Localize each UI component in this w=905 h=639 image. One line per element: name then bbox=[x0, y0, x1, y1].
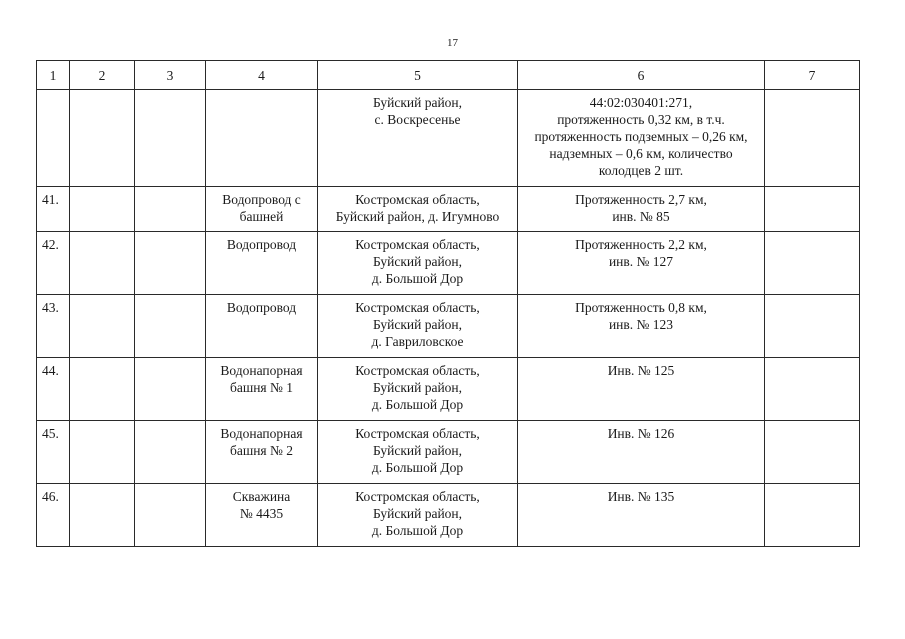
cell-address: Костромская область, Буйский район, д. Гавриловское bbox=[318, 295, 518, 358]
page-number: 17 bbox=[447, 37, 458, 49]
cell-address: Костромская область, Буйский район, д. Большой Дор bbox=[318, 358, 518, 421]
header-row bbox=[37, 61, 860, 90]
cell-address: Буйский район, с. Воскресенье bbox=[318, 90, 518, 187]
cell-object-name: Водопровод bbox=[206, 295, 318, 358]
cell-col7 bbox=[765, 232, 860, 295]
column-header-1: 1 bbox=[37, 61, 70, 90]
column-header-2: 2 bbox=[70, 61, 135, 90]
cell-col3 bbox=[135, 232, 206, 295]
table-row-continuation bbox=[37, 90, 860, 187]
cell-characteristics: Инв. № 125 bbox=[518, 358, 765, 421]
table-row-41 bbox=[37, 187, 860, 232]
cell-col2 bbox=[70, 187, 135, 232]
cell-col7 bbox=[765, 90, 860, 187]
cell-number: 46. bbox=[37, 484, 70, 547]
column-header-4: 4 bbox=[206, 61, 318, 90]
cell-col2 bbox=[70, 421, 135, 484]
cell-col3 bbox=[135, 484, 206, 547]
cell-characteristics: Протяженность 2,7 км, инв. № 85 bbox=[518, 187, 765, 232]
cell-col3 bbox=[135, 295, 206, 358]
cell-number bbox=[37, 90, 70, 187]
cell-address: Костромская область, Буйский район, д. Большой Дор bbox=[318, 421, 518, 484]
cell-col3 bbox=[135, 421, 206, 484]
cell-col2 bbox=[70, 484, 135, 547]
cell-characteristics: Протяженность 2,2 км, инв. № 127 bbox=[518, 232, 765, 295]
column-header-6: 6 bbox=[518, 61, 765, 90]
table-row-44 bbox=[37, 358, 860, 421]
cell-col3 bbox=[135, 187, 206, 232]
cell-characteristics: Протяженность 0,8 км, инв. № 123 bbox=[518, 295, 765, 358]
table-row-46 bbox=[37, 484, 860, 547]
cell-col7 bbox=[765, 421, 860, 484]
table-row-45 bbox=[37, 421, 860, 484]
column-header-3: 3 bbox=[135, 61, 206, 90]
cell-col2 bbox=[70, 232, 135, 295]
cell-characteristics: 44:02:030401:271, протяженность 0,32 км, в т.ч. протяженность подземных – 0,26 км, надземных – 0,6 км, количество колодцев 2 шт. bbox=[518, 90, 765, 187]
cell-object-name bbox=[206, 90, 318, 187]
table-row-42 bbox=[37, 232, 860, 295]
cell-col3 bbox=[135, 90, 206, 187]
cell-number: 44. bbox=[37, 358, 70, 421]
cell-characteristics: Инв. № 126 bbox=[518, 421, 765, 484]
cell-object-name: Водопровод bbox=[206, 232, 318, 295]
cell-number: 42. bbox=[37, 232, 70, 295]
cell-col7 bbox=[765, 358, 860, 421]
cell-col3 bbox=[135, 358, 206, 421]
cell-address: Костромская область, Буйский район, д. Большой Дор bbox=[318, 484, 518, 547]
cell-col2 bbox=[70, 90, 135, 187]
column-header-7: 7 bbox=[765, 61, 860, 90]
cell-col7 bbox=[765, 295, 860, 358]
property-table bbox=[36, 60, 860, 547]
cell-number: 43. bbox=[37, 295, 70, 358]
cell-object-name: Водонапорная башня № 2 bbox=[206, 421, 318, 484]
cell-address: Костромская область, Буйский район, д. Игумново bbox=[318, 187, 518, 232]
cell-object-name: Водонапорная башня № 1 bbox=[206, 358, 318, 421]
cell-object-name: Скважина № 4435 bbox=[206, 484, 318, 547]
cell-object-name: Водопровод с башней bbox=[206, 187, 318, 232]
table-row-43 bbox=[37, 295, 860, 358]
cell-number: 41. bbox=[37, 187, 70, 232]
cell-col7 bbox=[765, 187, 860, 232]
cell-col2 bbox=[70, 295, 135, 358]
cell-col2 bbox=[70, 358, 135, 421]
cell-address: Костромская область, Буйский район, д. Большой Дор bbox=[318, 232, 518, 295]
cell-number: 45. bbox=[37, 421, 70, 484]
column-header-5: 5 bbox=[318, 61, 518, 90]
cell-characteristics: Инв. № 135 bbox=[518, 484, 765, 547]
cell-col7 bbox=[765, 484, 860, 547]
